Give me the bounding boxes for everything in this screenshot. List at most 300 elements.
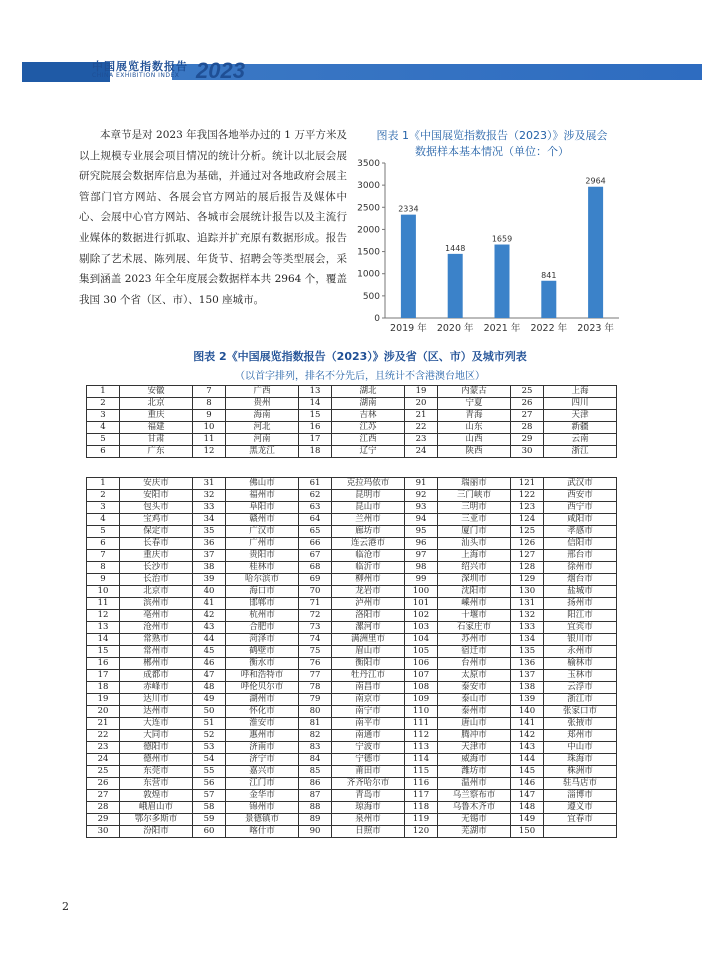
city-name: 琼海市 — [332, 802, 405, 814]
city-name: 龙岩市 — [332, 586, 405, 598]
city-index: 17 — [87, 670, 120, 682]
city-index: 44 — [193, 634, 226, 646]
province-name: 天津 — [544, 410, 617, 422]
city-name: 银川市 — [544, 634, 617, 646]
chart1-title — [357, 128, 627, 160]
bar-value-label: 2964 — [585, 176, 606, 186]
city-index: 141 — [511, 718, 544, 730]
province-index: 20 — [405, 398, 438, 410]
city-row — [87, 718, 617, 730]
city-index: 47 — [193, 670, 226, 682]
city-name: 漯河市 — [332, 622, 405, 634]
city-index: 83 — [299, 742, 332, 754]
city-name: 永州市 — [544, 646, 617, 658]
city-index: 140 — [511, 706, 544, 718]
city-name: 汾阳市 — [120, 826, 193, 838]
bar-value-label: 1659 — [491, 234, 513, 244]
province-table — [86, 385, 617, 458]
city-name: 哈尔滨市 — [226, 574, 299, 586]
province-index: 23 — [405, 434, 438, 446]
city-index: 138 — [511, 682, 544, 694]
city-index: 120 — [405, 826, 438, 838]
header-band-bar — [172, 64, 702, 80]
province-name: 湖南 — [332, 398, 405, 410]
city-name: 济宁市 — [226, 754, 299, 766]
city-name: 敦煌市 — [120, 790, 193, 802]
province-name: 重庆 — [120, 410, 193, 422]
bar-value-label: 841 — [541, 270, 557, 280]
city-name: 乌鲁木齐市 — [438, 802, 511, 814]
city-index: 30 — [87, 826, 120, 838]
city-index: 13 — [87, 622, 120, 634]
y-tick-label: 1500 — [357, 247, 380, 258]
province-index: 8 — [193, 398, 226, 410]
province-name: 黑龙江 — [226, 446, 299, 458]
city-index: 56 — [193, 778, 226, 790]
city-name: 驻马店市 — [544, 778, 617, 790]
city-index: 96 — [405, 538, 438, 550]
city-index: 95 — [405, 526, 438, 538]
y-tick-label: 2500 — [357, 203, 380, 214]
city-index: 22 — [87, 730, 120, 742]
province-row — [87, 398, 617, 410]
city-index: 97 — [405, 550, 438, 562]
city-name: 张家口市 — [544, 706, 617, 718]
city-name: 福州市 — [226, 490, 299, 502]
province-row — [87, 434, 617, 446]
city-name: 阜阳市 — [226, 502, 299, 514]
city-name: 盐城市 — [544, 586, 617, 598]
bar — [541, 281, 556, 318]
province-name: 青海 — [438, 410, 511, 422]
city-name: 德州市 — [120, 754, 193, 766]
city-name: 东营市 — [120, 778, 193, 790]
province-index: 4 — [87, 422, 120, 434]
province-index: 25 — [511, 386, 544, 398]
bar — [401, 215, 416, 318]
city-name: 廊坊市 — [332, 526, 405, 538]
city-row — [87, 538, 617, 550]
city-index: 14 — [87, 634, 120, 646]
city-index: 122 — [511, 490, 544, 502]
city-row — [87, 706, 617, 718]
city-index: 126 — [511, 538, 544, 550]
city-index: 32 — [193, 490, 226, 502]
city-name: 三亚市 — [438, 514, 511, 526]
city-row — [87, 478, 617, 490]
city-name: 临沧市 — [332, 550, 405, 562]
city-index: 9 — [87, 574, 120, 586]
page-number: 2 — [62, 900, 69, 913]
city-index: 94 — [405, 514, 438, 526]
city-index: 100 — [405, 586, 438, 598]
table2-title: 图表 2《中国展览指数报告（2023）》涉及省（区、市）及城市列表 — [193, 350, 527, 363]
city-name: 宿迁市 — [438, 646, 511, 658]
province-row — [87, 386, 617, 398]
y-tick-label: 500 — [362, 291, 380, 302]
city-index: 38 — [193, 562, 226, 574]
x-tick-label: 2021 年 — [483, 323, 521, 334]
city-name: 温州市 — [438, 778, 511, 790]
city-index: 113 — [405, 742, 438, 754]
chart1-title-line1: 图表 1《中国展览指数报告（2023）》涉及展会 — [376, 129, 608, 142]
x-tick-label: 2022 年 — [530, 323, 568, 334]
city-index: 54 — [193, 754, 226, 766]
city-index: 131 — [511, 598, 544, 610]
bar — [588, 187, 603, 318]
province-name: 吉林 — [332, 410, 405, 422]
city-name: 沈阳市 — [438, 586, 511, 598]
header-title-en: CHINA EXHIBITION INDEX — [92, 72, 180, 79]
bar-value-label: 2334 — [398, 204, 419, 214]
city-index: 115 — [405, 766, 438, 778]
x-tick-label: 2023 年 — [577, 323, 614, 334]
city-name: 洛阳市 — [332, 610, 405, 622]
city-name: 长春市 — [120, 538, 193, 550]
city-name: 鹤壁市 — [226, 646, 299, 658]
province-index: 15 — [299, 410, 332, 422]
city-index: 107 — [405, 670, 438, 682]
city-name: 广汉市 — [226, 526, 299, 538]
city-index: 36 — [193, 538, 226, 550]
city-name: 台州市 — [438, 658, 511, 670]
city-name: 呼和浩特市 — [226, 670, 299, 682]
city-index: 28 — [87, 802, 120, 814]
city-index: 61 — [299, 478, 332, 490]
province-name: 辽宁 — [332, 446, 405, 458]
city-index: 88 — [299, 802, 332, 814]
city-index: 82 — [299, 730, 332, 742]
city-index: 70 — [299, 586, 332, 598]
province-row — [87, 422, 617, 434]
city-index: 71 — [299, 598, 332, 610]
city-name: 赣州市 — [226, 514, 299, 526]
province-index: 22 — [405, 422, 438, 434]
y-tick-label: 1000 — [357, 269, 380, 280]
province-row — [87, 410, 617, 422]
city-index: 111 — [405, 718, 438, 730]
city-index: 60 — [193, 826, 226, 838]
city-name: 达川市 — [120, 694, 193, 706]
city-name: 呼伦贝尔市 — [226, 682, 299, 694]
city-index: 87 — [299, 790, 332, 802]
city-name: 西宁市 — [544, 502, 617, 514]
header-year: 2023 — [196, 58, 245, 83]
city-table — [86, 477, 617, 838]
city-name: 广州市 — [226, 538, 299, 550]
city-name: 绍兴市 — [438, 562, 511, 574]
city-index: 106 — [405, 658, 438, 670]
city-index: 93 — [405, 502, 438, 514]
city-index: 102 — [405, 610, 438, 622]
city-name: 三明市 — [438, 502, 511, 514]
bar — [448, 254, 463, 318]
y-tick-label: 3500 — [357, 159, 380, 169]
city-name: 江门市 — [226, 778, 299, 790]
province-name: 广东 — [120, 446, 193, 458]
city-index: 16 — [87, 658, 120, 670]
city-index: 85 — [299, 766, 332, 778]
province-name: 河北 — [226, 422, 299, 434]
city-index: 21 — [87, 718, 120, 730]
city-name: 阳江市 — [544, 610, 617, 622]
city-name: 泉州市 — [332, 814, 405, 826]
city-name: 常州市 — [120, 646, 193, 658]
city-index: 109 — [405, 694, 438, 706]
city-index: 45 — [193, 646, 226, 658]
province-name: 海南 — [226, 410, 299, 422]
city-index: 41 — [193, 598, 226, 610]
city-name: 邯郸市 — [226, 598, 299, 610]
city-index: 110 — [405, 706, 438, 718]
province-index: 7 — [193, 386, 226, 398]
city-index: 76 — [299, 658, 332, 670]
city-row — [87, 502, 617, 514]
city-index: 137 — [511, 670, 544, 682]
province-name: 北京 — [120, 398, 193, 410]
province-name: 福建 — [120, 422, 193, 434]
city-row — [87, 670, 617, 682]
city-index: 25 — [87, 766, 120, 778]
city-name: 衡阳市 — [332, 658, 405, 670]
city-name: 邢台市 — [544, 550, 617, 562]
city-name: 菏泽市 — [226, 634, 299, 646]
city-index: 79 — [299, 694, 332, 706]
city-row — [87, 742, 617, 754]
city-index: 128 — [511, 562, 544, 574]
city-index: 86 — [299, 778, 332, 790]
city-index: 66 — [299, 538, 332, 550]
city-name: 桂林市 — [226, 562, 299, 574]
city-row — [87, 790, 617, 802]
city-index: 72 — [299, 610, 332, 622]
city-name: 连云港市 — [332, 538, 405, 550]
city-row — [87, 526, 617, 538]
city-name: 兰州市 — [332, 514, 405, 526]
city-name: 长沙市 — [120, 562, 193, 574]
city-index: 134 — [511, 634, 544, 646]
city-index: 114 — [405, 754, 438, 766]
city-index: 78 — [299, 682, 332, 694]
city-index: 62 — [299, 490, 332, 502]
city-index: 46 — [193, 658, 226, 670]
city-row — [87, 766, 617, 778]
city-index: 98 — [405, 562, 438, 574]
city-name: 遵义市 — [544, 802, 617, 814]
city-index: 2 — [87, 490, 120, 502]
bar — [495, 245, 510, 318]
city-name: 惠州市 — [226, 730, 299, 742]
city-index: 135 — [511, 646, 544, 658]
city-name: 柳州市 — [332, 574, 405, 586]
city-index: 130 — [511, 586, 544, 598]
city-index: 129 — [511, 574, 544, 586]
province-index: 10 — [193, 422, 226, 434]
y-tick-label: 2000 — [357, 225, 380, 236]
city-name: 天津市 — [438, 742, 511, 754]
province-name: 山西 — [438, 434, 511, 446]
city-name: 锦州市 — [226, 802, 299, 814]
city-index: 91 — [405, 478, 438, 490]
city-name: 安阳市 — [120, 490, 193, 502]
city-index: 89 — [299, 814, 332, 826]
city-index: 1 — [87, 478, 120, 490]
city-index: 149 — [511, 814, 544, 826]
province-index: 19 — [405, 386, 438, 398]
city-index: 69 — [299, 574, 332, 586]
city-name: 十堰市 — [438, 610, 511, 622]
city-index: 20 — [87, 706, 120, 718]
city-name: 信阳市 — [544, 538, 617, 550]
province-name: 湖北 — [332, 386, 405, 398]
city-name: 榆林市 — [544, 658, 617, 670]
city-name: 太原市 — [438, 670, 511, 682]
city-name: 西安市 — [544, 490, 617, 502]
city-index: 57 — [193, 790, 226, 802]
province-name: 贵州 — [226, 398, 299, 410]
province-index: 9 — [193, 410, 226, 422]
city-name: 北京市 — [120, 586, 193, 598]
city-name: 珠海市 — [544, 754, 617, 766]
city-index: 90 — [299, 826, 332, 838]
province-index: 18 — [299, 446, 332, 458]
city-index: 29 — [87, 814, 120, 826]
city-row — [87, 550, 617, 562]
city-index: 92 — [405, 490, 438, 502]
city-index: 146 — [511, 778, 544, 790]
city-name: 株洲市 — [544, 766, 617, 778]
city-name: 东莞市 — [120, 766, 193, 778]
city-name: 泰山市 — [438, 694, 511, 706]
city-index: 10 — [87, 586, 120, 598]
province-index: 29 — [511, 434, 544, 446]
province-index: 21 — [405, 410, 438, 422]
city-index: 124 — [511, 514, 544, 526]
city-name: 张掖市 — [544, 718, 617, 730]
city-name: 衡水市 — [226, 658, 299, 670]
province-name: 广西 — [226, 386, 299, 398]
city-index: 6 — [87, 538, 120, 550]
province-name: 河南 — [226, 434, 299, 446]
city-index: 68 — [299, 562, 332, 574]
city-index: 64 — [299, 514, 332, 526]
province-name: 云南 — [544, 434, 617, 446]
city-name: 日照市 — [332, 826, 405, 838]
city-name: 厦门市 — [438, 526, 511, 538]
city-name: 泰安市 — [438, 682, 511, 694]
province-index: 13 — [299, 386, 332, 398]
city-index: 5 — [87, 526, 120, 538]
city-name: 泰州市 — [438, 706, 511, 718]
city-index: 11 — [87, 598, 120, 610]
city-name: 成都市 — [120, 670, 193, 682]
city-name: 喀什市 — [226, 826, 299, 838]
city-row — [87, 814, 617, 826]
city-name: 中山市 — [544, 742, 617, 754]
city-index: 139 — [511, 694, 544, 706]
city-name: 烟台市 — [544, 574, 617, 586]
city-index: 73 — [299, 622, 332, 634]
province-index: 17 — [299, 434, 332, 446]
city-index: 108 — [405, 682, 438, 694]
city-name: 玉林市 — [544, 670, 617, 682]
city-index: 23 — [87, 742, 120, 754]
city-index: 123 — [511, 502, 544, 514]
city-index: 133 — [511, 622, 544, 634]
city-index: 112 — [405, 730, 438, 742]
city-name: 保定市 — [120, 526, 193, 538]
city-index: 117 — [405, 790, 438, 802]
city-name: 亳州市 — [120, 610, 193, 622]
city-name: 汕头市 — [438, 538, 511, 550]
city-index: 24 — [87, 754, 120, 766]
city-index: 116 — [405, 778, 438, 790]
city-name: 金华市 — [226, 790, 299, 802]
city-name: 瑞丽市 — [438, 478, 511, 490]
city-name: 宝鸡市 — [120, 514, 193, 526]
city-index: 84 — [299, 754, 332, 766]
city-name: 克拉玛依市 — [332, 478, 405, 490]
province-name: 陕西 — [438, 446, 511, 458]
city-index: 37 — [193, 550, 226, 562]
city-name: 宁德市 — [332, 754, 405, 766]
city-name: 合肥市 — [226, 622, 299, 634]
city-index: 121 — [511, 478, 544, 490]
city-name: 达州市 — [120, 706, 193, 718]
city-name: 南京市 — [332, 694, 405, 706]
city-index: 42 — [193, 610, 226, 622]
city-row — [87, 586, 617, 598]
city-name: 苏州市 — [438, 634, 511, 646]
city-name: 郴州市 — [120, 658, 193, 670]
city-name: 贵阳市 — [226, 550, 299, 562]
city-index: 27 — [87, 790, 120, 802]
city-index: 67 — [299, 550, 332, 562]
city-name: 云浮市 — [544, 682, 617, 694]
city-index: 143 — [511, 742, 544, 754]
city-name: 武汉市 — [544, 478, 617, 490]
province-index: 12 — [193, 446, 226, 458]
city-name: 海口市 — [226, 586, 299, 598]
province-index: 30 — [511, 446, 544, 458]
bar-value-label: 1448 — [445, 243, 466, 253]
city-index: 39 — [193, 574, 226, 586]
province-name: 山东 — [438, 422, 511, 434]
city-name: 石家庄市 — [438, 622, 511, 634]
city-index: 80 — [299, 706, 332, 718]
city-name: 宜宾市 — [544, 622, 617, 634]
city-index: 144 — [511, 754, 544, 766]
x-tick-label: 2019 年 — [390, 323, 427, 334]
city-name: 杭州市 — [226, 610, 299, 622]
city-row — [87, 490, 617, 502]
city-index: 59 — [193, 814, 226, 826]
city-index: 136 — [511, 658, 544, 670]
city-index: 48 — [193, 682, 226, 694]
province-name: 甘肃 — [120, 434, 193, 446]
province-index: 28 — [511, 422, 544, 434]
city-name: 无锡市 — [438, 814, 511, 826]
city-name: 徐州市 — [544, 562, 617, 574]
province-name: 四川 — [544, 398, 617, 410]
city-index: 148 — [511, 802, 544, 814]
city-name: 临沂市 — [332, 562, 405, 574]
city-row — [87, 646, 617, 658]
city-name: 安庆市 — [120, 478, 193, 490]
city-name: 宁波市 — [332, 742, 405, 754]
city-index: 26 — [87, 778, 120, 790]
city-name: 南昌市 — [332, 682, 405, 694]
